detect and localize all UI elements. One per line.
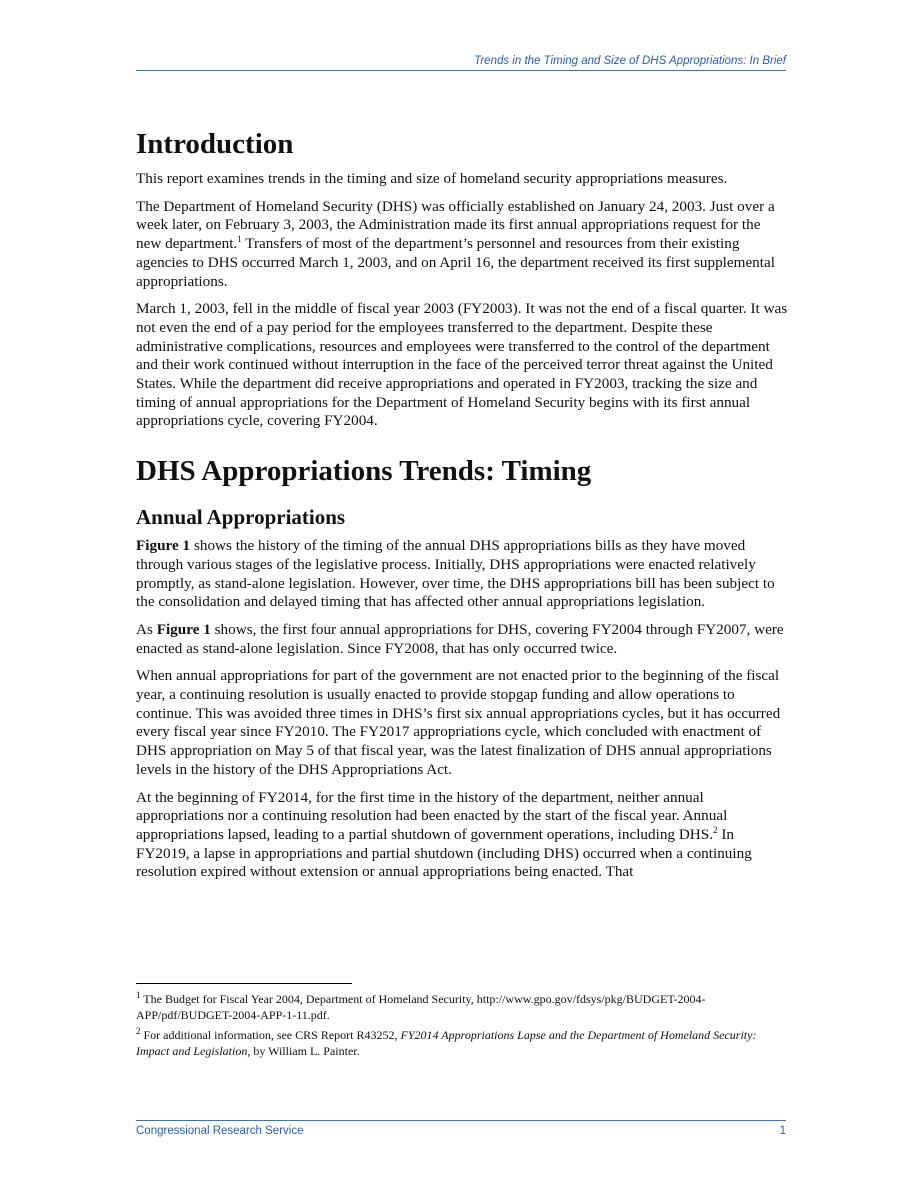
intro-paragraph-1: This report examines trends in the timing and size of homeland security appropriations measures.: [136, 170, 728, 187]
annual-appropriations-subheading: Annual Appropriations: [136, 505, 346, 530]
trends-paragraph-3: When annual appropriations for part of the government are not enacted prior to the beginning of the fiscal year, a continuing resolution is usually enacted to provide stopgap funding and allow operations to continue. This was avoided three times in DHS’s first six annual appropriations cycles, but it has occurred every fiscal year since FY2010. The FY2017 appropriations cycle, which concluded with enactment of DHS appropriation on May 5 of that fiscal year, was the latest finalization of DHS annual appropriations levels in the history of the DHS Appropriations Act.: [136, 667, 781, 778]
footnote-ref-2: 2: [713, 824, 718, 835]
footnote-2: $^2$ For additional information, see CRS Report R43252, FY2014 Appropriations Lapse and the Department of Homeland Security: Impact and Legislation, by William L. Painter.: [136, 1026, 757, 1058]
footer-organization: Congressional Research Service: [136, 1125, 304, 1137]
figure-1-reference: Figure 1: [156, 620, 211, 638]
footnote-divider: [136, 983, 352, 984]
trends-timing-heading: DHS Appropriations Trends: Timing: [136, 455, 592, 488]
figure-1-reference: Figure 1: [136, 537, 191, 555]
trends-paragraph-1: Figure 1 shows the history of the timing of the annual DHS appropriations bills as they have moved through various stages of the legislative process. Initially, DHS appropriations were enacted relatively promptly, as stand-alone legislation. However, over time, the DHS appropriations bill has been subject to the consolidation and delayed timing that has affected other annual appropriations legislation.: [136, 537, 775, 611]
running-header: Trends in the Timing and Size of DHS Appropriations: In Brief: [136, 54, 786, 71]
trends-paragraph-2: As Figure 1 shows, the first four annual appropriations for DHS, covering FY2004 through FY2007, were enacted as stand-alone legislation. Since FY2008, that has only occurred twice.: [136, 620, 784, 657]
footnote-1: $^1$ The Budget for Fiscal Year 2004, Department of Homeland Security, http://www.gpo.gov/fdsys/pkg/BUDGET-2004-APP/pdf/BUDGET-2004-APP-1-11.pdf.: [136, 990, 706, 1022]
trends-paragraph-4: At the beginning of FY2014, for the first time in the history of the department, neither annual appropriations nor a continuing resolution had been enacted by the start of the fiscal year. Annual appropriations lapsed, leading to a partial shutdown of government operations, including DHS.$^2$ In FY2019, a lapse in appropriations and partial shutdown (including DHS) occurred when a continuing resolution expired without extension or annual appropriations being enacted. That: [136, 788, 752, 881]
footnotes: [136, 992, 788, 1064]
main-content: [136, 120, 788, 891]
footnote-ref-1: 1: [237, 234, 242, 245]
introduction-heading: Introduction: [136, 128, 294, 160]
intro-paragraph-3: March 1, 2003, fell in the middle of fiscal year 2003 (FY2003). It was not the end of a fiscal quarter. It was not even the end of a pay period for the employees transferred to the department. Despite these administrative complications, resources and employees were transferred to the control of the department and their work continued without interruption in the face of the perceived terror threat against the United States. While the department did receive appropriations and operated in FY2003, tracking the size and timing of annual appropriations for the Department of Homeland Security begins with its first annual appropriations cycle, covering FY2004.: [136, 300, 788, 430]
page-footer: [136, 1120, 786, 1137]
page-number: 1: [779, 1125, 786, 1137]
intro-paragraph-2: The Department of Homeland Security (DHS) was officially established on January 24, 2003. Just over a week later, on February 3, 2003, the Administration made its first annual appropriations request for the new department.$^1$ Transfers of most of the department’s personnel and resources from their existing agencies to DHS occurred March 1, 2003, and on April 16, the department received its first supplemental appropriations.: [136, 197, 775, 290]
